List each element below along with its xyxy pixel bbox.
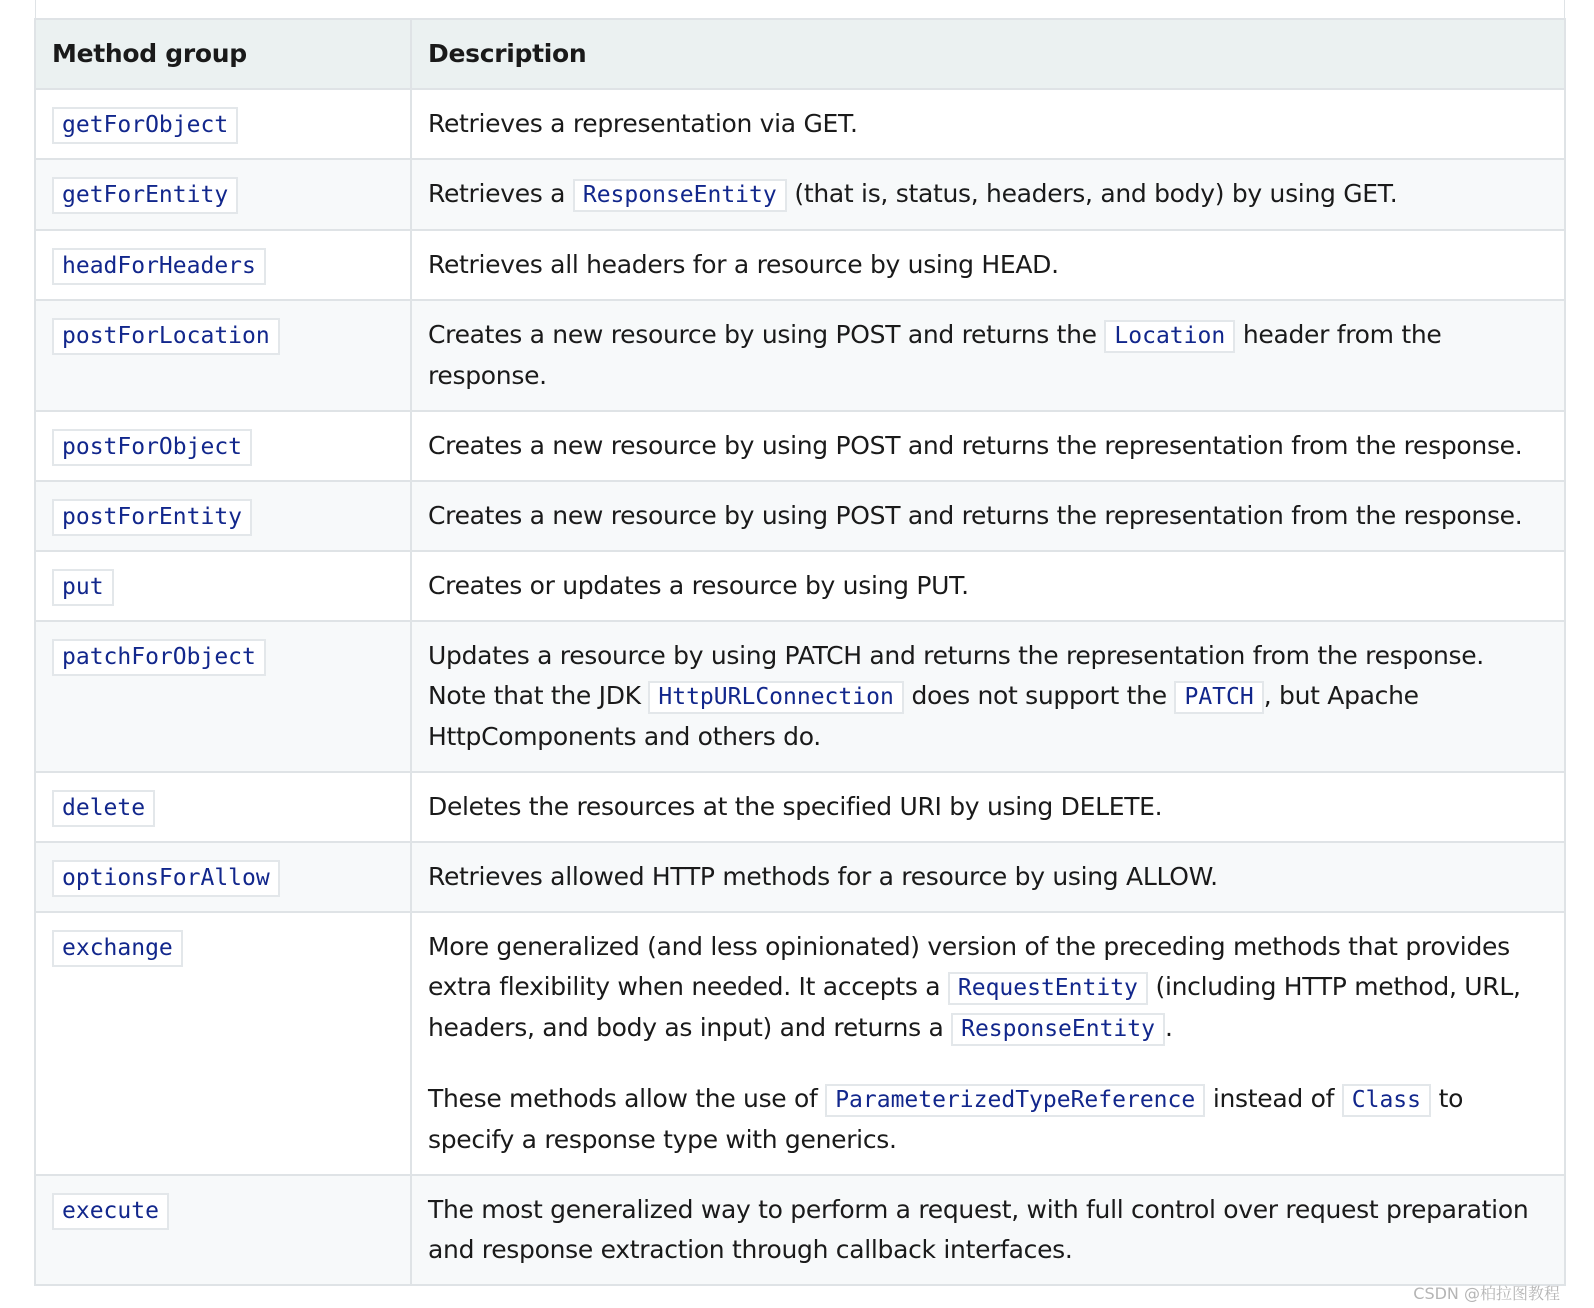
method-name-code: postForLocation [52, 318, 280, 355]
description-paragraph [428, 104, 1548, 144]
table-row [35, 621, 1565, 772]
description-text: Retrieves a representation via GET. [428, 109, 858, 138]
description-paragraph [428, 636, 1548, 757]
description-paragraph [428, 857, 1548, 897]
description-text: instead of [1205, 1084, 1342, 1113]
description-text: . [1164, 1013, 1173, 1042]
method-name-code: put [52, 569, 114, 606]
description-paragraph [428, 787, 1548, 827]
method-name-code: getForObject [52, 107, 238, 144]
description-text: Retrieves a [428, 179, 573, 208]
description-cell [411, 411, 1565, 481]
method-name-code: optionsForAllow [52, 860, 280, 897]
method-name-code: headForHeaders [52, 248, 266, 285]
description-cell [411, 621, 1565, 772]
description-text: Retrieves allowed HTTP methods for a resource by using ALLOW. [428, 862, 1218, 891]
method-cell [35, 772, 411, 842]
description-paragraph [428, 496, 1548, 536]
description-paragraph [428, 1190, 1548, 1270]
description-cell [411, 159, 1565, 230]
method-name-code: exchange [52, 930, 183, 967]
table-row [35, 159, 1565, 230]
description-text: Creates a new resource by using POST and returns the [428, 320, 1105, 349]
inline-code: Location [1104, 320, 1235, 353]
inline-code: PATCH [1174, 681, 1263, 714]
description-text: Creates a new resource by using POST and returns the representation from the response. [428, 501, 1523, 530]
method-name-code: postForObject [52, 429, 252, 466]
description-text: (that is, status, headers, and body) by using GET. [786, 179, 1398, 208]
description-paragraph [428, 174, 1548, 215]
method-cell [35, 912, 411, 1175]
description-cell [411, 551, 1565, 621]
description-text: Retrieves all headers for a resource by using HEAD. [428, 250, 1059, 279]
method-cell [35, 842, 411, 912]
table-row [35, 411, 1565, 481]
description-paragraph [428, 566, 1548, 606]
description-text: , but Apache HttpComponents and others do. [428, 681, 1419, 751]
method-name-code: delete [52, 790, 155, 827]
description-cell [411, 1175, 1565, 1285]
inline-code: RequestEntity [948, 972, 1148, 1005]
inline-code: ResponseEntity [573, 179, 787, 212]
table-row [35, 89, 1565, 159]
description-paragraph [428, 927, 1548, 1049]
description-text: Updates a resource by using PATCH and returns the representation from the response. Note that the JDK [428, 641, 1484, 710]
description-text: These methods allow the use of [428, 1084, 826, 1113]
column-header-description: Description [411, 19, 1565, 89]
method-cell [35, 230, 411, 300]
table-row [35, 230, 1565, 300]
description-text: More generalized (and less opinionated) version of the preceding methods that provides extra flexibility when needed. It accepts a [428, 932, 1510, 1001]
description-cell [411, 842, 1565, 912]
table-row [35, 551, 1565, 621]
description-paragraph [428, 426, 1548, 466]
method-cell [35, 300, 411, 411]
description-paragraph [428, 315, 1548, 396]
description-text: Creates or updates a resource by using PUT. [428, 571, 969, 600]
description-text: header from the response. [428, 320, 1442, 390]
table-row [35, 1175, 1565, 1285]
description-text: Deletes the resources at the specified URI by using DELETE. [428, 792, 1163, 821]
inline-code: ResponseEntity [951, 1013, 1165, 1046]
method-cell [35, 159, 411, 230]
table-row [35, 912, 1565, 1175]
description-text: The most generalized way to perform a request, with full control over request preparation and response extraction through callback interfaces. [428, 1195, 1529, 1264]
description-paragraph [428, 245, 1548, 285]
inline-code: ParameterizedTypeReference [825, 1084, 1205, 1117]
description-paragraph [428, 1079, 1548, 1160]
table-row [35, 842, 1565, 912]
table-row [35, 772, 1565, 842]
method-name-code: getForEntity [52, 177, 238, 214]
description-text: (including HTTP method, URL, headers, and body as input) and returns a [428, 972, 1521, 1042]
description-cell [411, 300, 1565, 411]
description-text: to specify a response type with generics. [428, 1084, 1464, 1154]
method-cell [35, 411, 411, 481]
description-cell [411, 772, 1565, 842]
method-cell [35, 621, 411, 772]
inline-code: HttpURLConnection [648, 681, 903, 714]
method-cell [35, 1175, 411, 1285]
table-header-row [35, 19, 1565, 89]
description-cell [411, 89, 1565, 159]
table-row [35, 481, 1565, 551]
watermark: CSDN @柏拉图教程 [1413, 1284, 1560, 1303]
description-cell [411, 230, 1565, 300]
method-name-code: execute [52, 1193, 169, 1230]
description-text: Creates a new resource by using POST and returns the representation from the response. [428, 431, 1523, 460]
description-cell [411, 912, 1565, 1175]
method-name-code: patchForObject [52, 639, 266, 676]
method-cell [35, 551, 411, 621]
table-top-frame [35, 0, 1565, 18]
column-header-method-group: Method group [35, 19, 411, 89]
inline-code: Class [1342, 1084, 1431, 1117]
method-cell [35, 89, 411, 159]
rest-template-methods-table [34, 18, 1566, 1286]
method-name-code: postForEntity [52, 499, 252, 536]
description-cell [411, 481, 1565, 551]
table-row [35, 300, 1565, 411]
description-text: does not support the [903, 681, 1175, 710]
method-cell [35, 481, 411, 551]
